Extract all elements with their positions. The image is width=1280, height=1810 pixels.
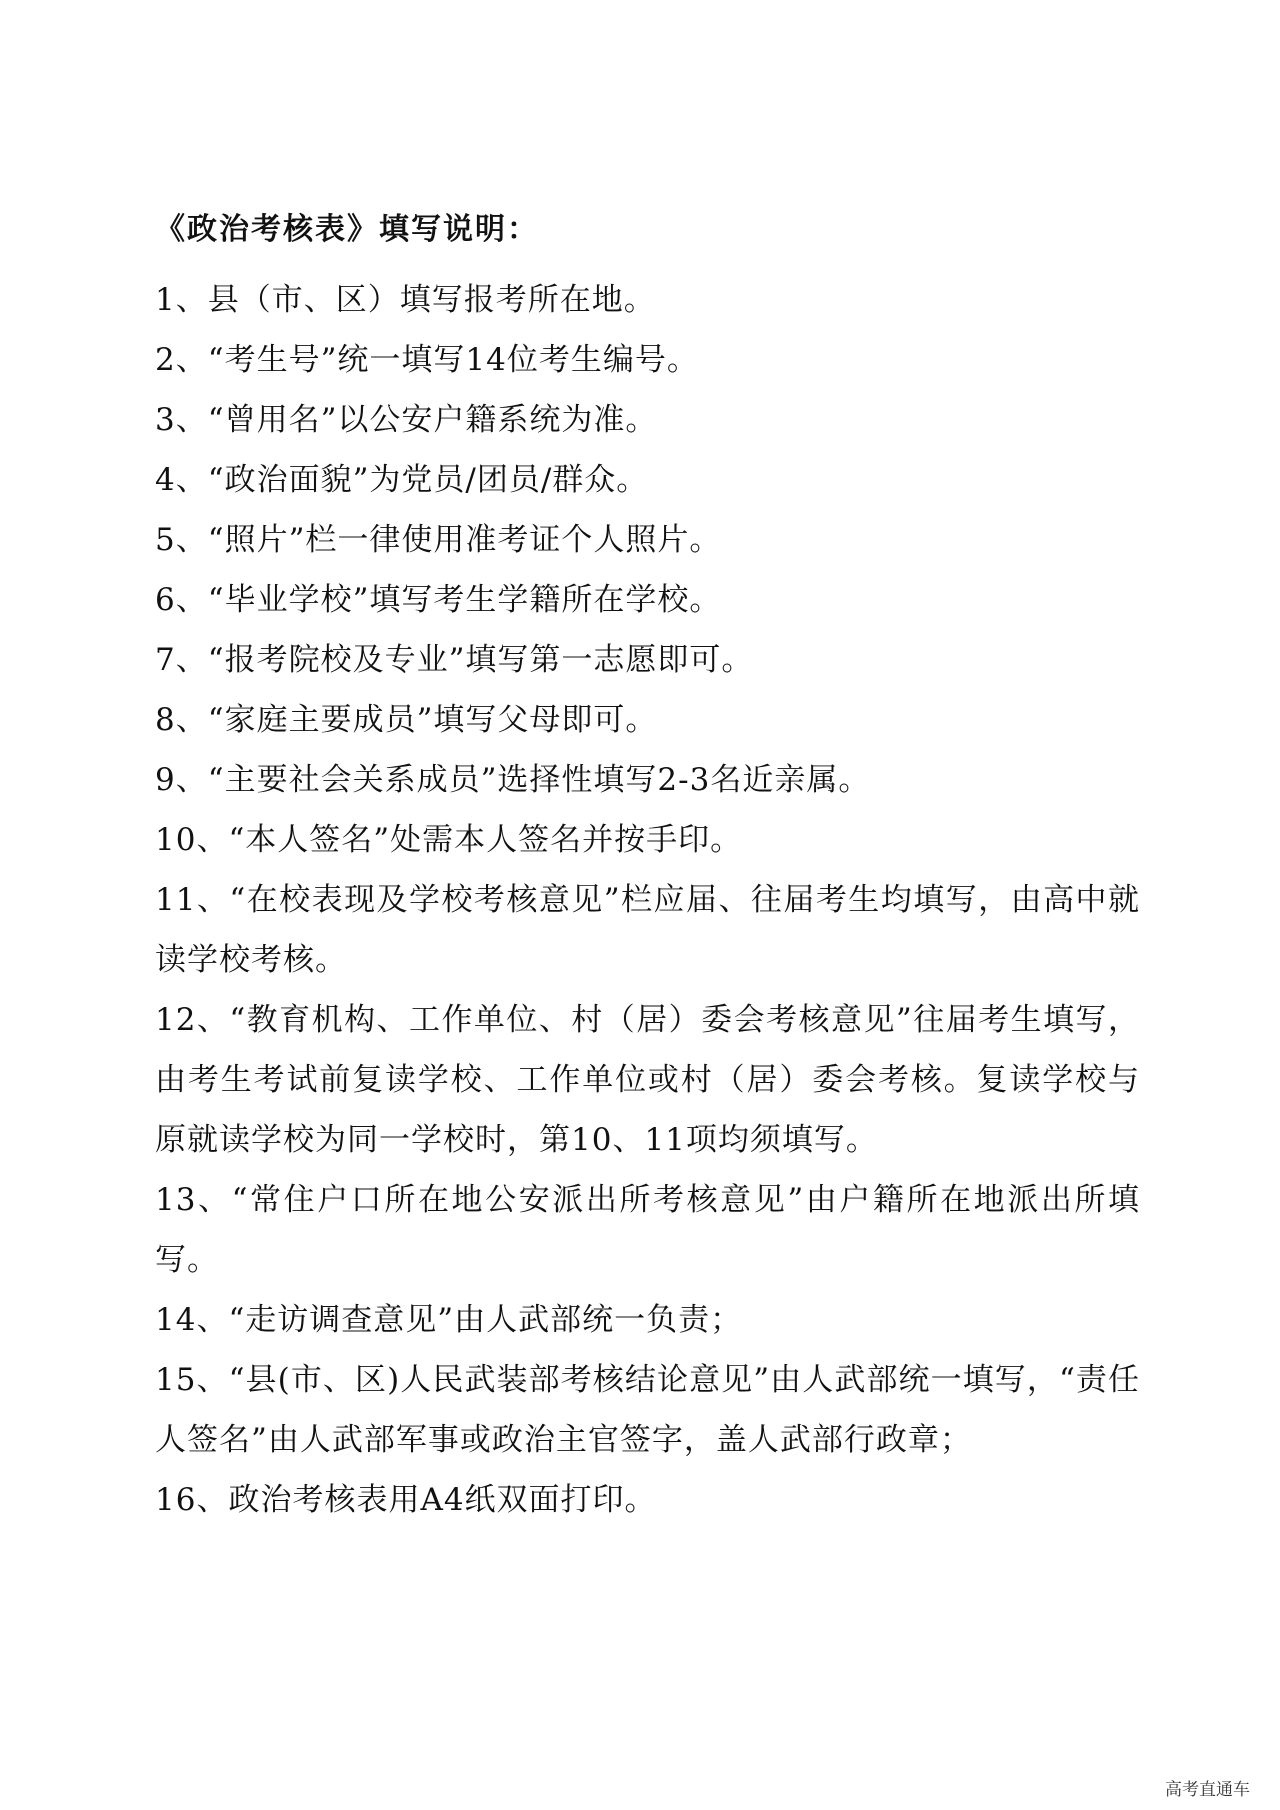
document-title: 《政治考核表》填写说明： — [155, 212, 539, 247]
instruction-item-5: 5、“照片”栏一律使用准考证个人照片。 — [155, 522, 722, 558]
instruction-item-12: 12、“教育机构、工作单位、村（居）委会考核意见”往届考生填写，由考生考试前复读学校、工作单位或村（居）委会考核。复读学校与原就读学校为同一学校时，第10、11项均须填写。 — [155, 1002, 1140, 1158]
instruction-item-4: 4、“政治面貌”为党员/团员/群众。 — [155, 462, 649, 498]
instruction-item-13: 13、“常住户口所在地公安派出所考核意见”由户籍所在地派出所填写。 — [155, 1182, 1140, 1278]
watermark-label: 高考直通车 — [1157, 1771, 1258, 1804]
instruction-item-16: 16、政治考核表用A4纸双面打印。 — [155, 1482, 657, 1518]
instruction-item-10: 10、“本人签名”处需本人签名并按手印。 — [155, 822, 743, 858]
instruction-item-11: 11、“在校表现及学校考核意见”栏应届、往届考生均填写，由高中就读学校考核。 — [155, 882, 1140, 978]
instruction-item-8: 8、“家庭主要成员”填写父母即可。 — [155, 702, 658, 738]
instruction-list — [155, 270, 1140, 1530]
instruction-item-7: 7、“报考院校及专业”填写第一志愿即可。 — [155, 642, 754, 678]
instruction-item-2: 2、“考生号”统一填写14位考生编号。 — [155, 342, 699, 378]
instructions-section — [155, 210, 1140, 1530]
instruction-item-3: 3、“曾用名”以公安户籍系统为准。 — [155, 402, 658, 438]
instruction-item-14: 14、“走访调查意见”由人武部统一负责； — [155, 1302, 743, 1338]
instruction-item-9: 9、“主要社会关系成员”选择性填写2-3名近亲属。 — [155, 762, 871, 798]
instruction-item-15: 15、“县(市、区)人民武装部考核结论意见”由人武部统一填写，“责任人签名”由人武部军事或政治主官签字，盖人武部行政章； — [155, 1362, 1140, 1458]
instruction-item-1: 1、县（市、区）填写报考所在地。 — [155, 282, 656, 318]
instruction-item-6: 6、“毕业学校”填写考生学籍所在学校。 — [155, 582, 722, 618]
